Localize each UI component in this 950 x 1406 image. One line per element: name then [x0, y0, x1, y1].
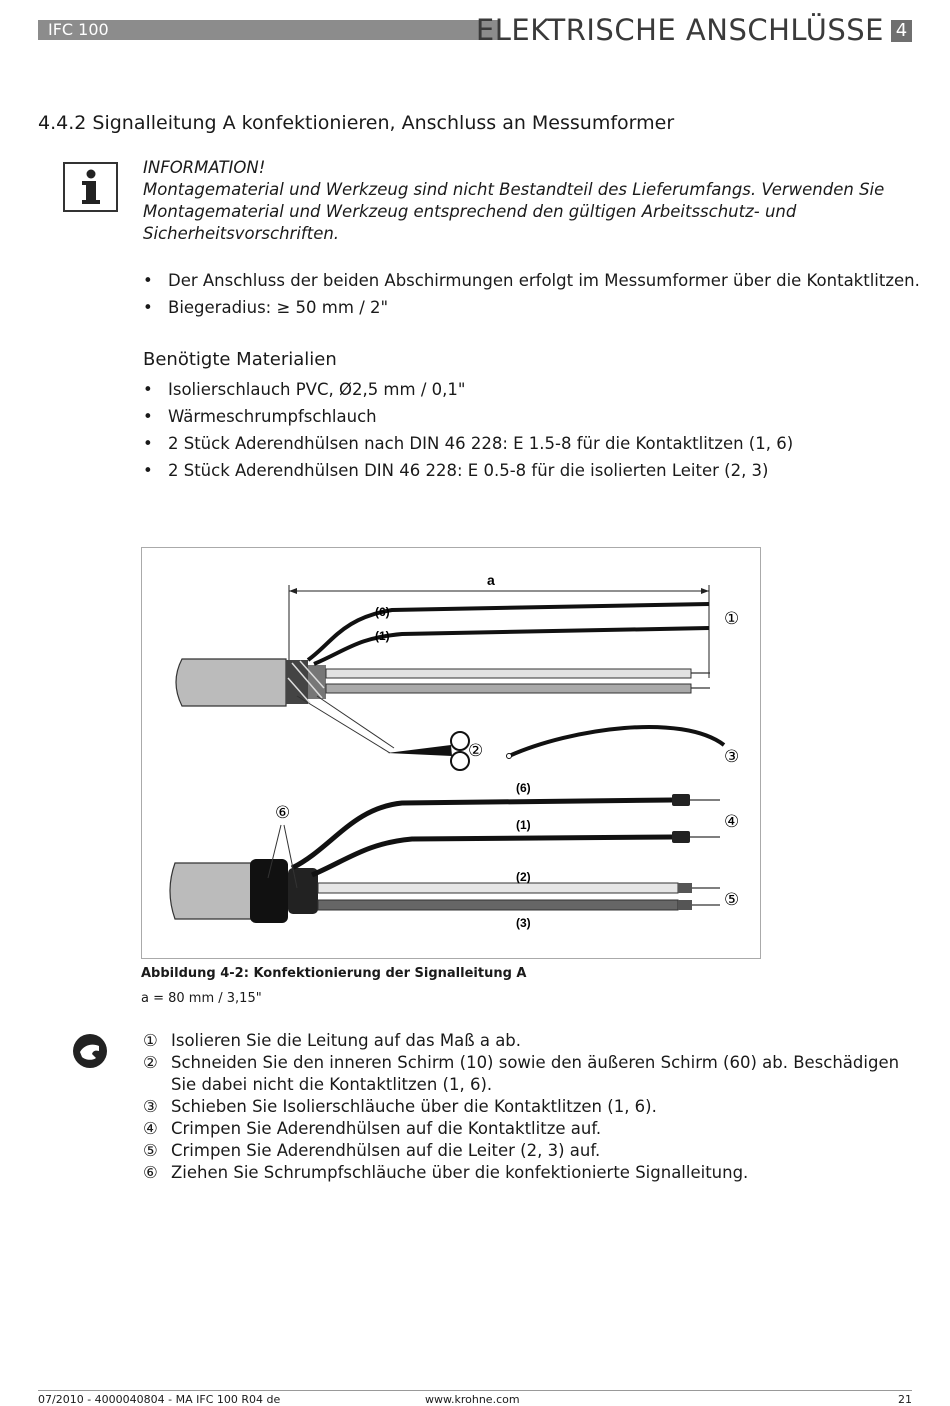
- scissors-icon: [387, 732, 469, 770]
- step-item: [143, 1096, 913, 1118]
- list-item: • 2 Stück Aderendhülsen DIN 46 228: E 0.5-8 für die isolierten Leiter (2, 3): [143, 461, 769, 480]
- svg-text:(2): (2): [516, 870, 531, 884]
- figure-note: a = 80 mm / 3,15": [141, 991, 262, 1006]
- marker-1: ①: [724, 609, 740, 628]
- cable-jacket: [176, 659, 286, 706]
- svg-text:(6): (6): [516, 781, 531, 795]
- marker-4: ④: [724, 812, 740, 831]
- step-number: ①: [143, 1031, 158, 1050]
- step-number: ③: [143, 1097, 158, 1116]
- list-item-text: Wärmeschrumpfschlauch: [168, 407, 377, 426]
- step-text: Schneiden Sie den inneren Schirm (10) sowie den äußeren Schirm (60) ab. Beschädigen Sie dabei nicht die Kontaktlitzen (1, 6).: [171, 1053, 900, 1094]
- svg-text:(1): (1): [375, 629, 390, 643]
- notes-list: [143, 267, 923, 321]
- step-text: Isolieren Sie die Leitung auf das Maß a ab.: [171, 1031, 522, 1050]
- chapter-title: ELEKTRISCHE ANSCHLÜSSE: [475, 13, 884, 47]
- dimension-label: a: [487, 572, 495, 588]
- step-item: [143, 1118, 913, 1140]
- materials-heading: Benötigte Materialien: [143, 349, 337, 370]
- shrink-tube-outer: [250, 859, 288, 923]
- svg-text:(1): (1): [516, 818, 531, 832]
- chapter-number: 4: [891, 20, 912, 42]
- step-item: [143, 1162, 913, 1184]
- list-item: • Isolierschlauch PVC, Ø2,5 mm / 0,1": [143, 380, 466, 399]
- marker-5: ⑤: [724, 890, 740, 909]
- list-item: • 2 Stück Aderendhülsen nach DIN 46 228: E 1.5-8 für die Kontaktlitzen (1, 6): [143, 434, 794, 453]
- svg-text:(3): (3): [516, 916, 531, 930]
- list-item-text: Isolierschlauch PVC, Ø2,5 mm / 0,1": [168, 380, 466, 399]
- wire-2: [326, 669, 691, 678]
- document-id: 07/2010 - 4000040804 - MA IFC 100 R04 de: [38, 1393, 281, 1406]
- step-text: Crimpen Sie Aderendhülsen auf die Kontaktlitze auf.: [171, 1119, 602, 1138]
- information-text: Montagematerial und Werkzeug sind nicht Bestandteil des Lieferumfangs. Verwenden Sie Montagematerial und Werkzeug entsprechend den gültigen Arbeitsschutz- und Sicherheitsvorschriften.: [143, 180, 885, 243]
- step-item: [143, 1140, 913, 1162]
- wire-1: [314, 628, 709, 664]
- step-list: [143, 1030, 913, 1184]
- action-hand-icon: [72, 1033, 108, 1069]
- website-link[interactable]: www.krohne.com: [425, 1393, 520, 1406]
- information-icon: [63, 162, 118, 212]
- step-text: Crimpen Sie Aderendhülsen auf die Leiter (2, 3) auf.: [171, 1141, 601, 1160]
- step-item: [143, 1030, 913, 1052]
- marker-2: ②: [468, 741, 484, 760]
- information-heading: INFORMATION!: [143, 158, 266, 177]
- ferrule: [672, 831, 690, 843]
- page-number: 21: [898, 1393, 912, 1406]
- step-number: ④: [143, 1119, 158, 1138]
- wire-3: [326, 684, 691, 693]
- step-number: ②: [143, 1053, 158, 1072]
- list-item: • Wärmeschrumpfschlauch: [143, 407, 377, 426]
- svg-text:(6): (6): [375, 605, 390, 619]
- product-name: IFC 100: [48, 20, 109, 39]
- information-note: [143, 157, 913, 245]
- footer-rule: [38, 1390, 912, 1391]
- step-text: Schieben Sie Isolierschläuche über die Kontaktlitzen (1, 6).: [171, 1097, 657, 1116]
- list-item-text: 2 Stück Aderendhülsen nach DIN 46 228: E 1.5-8 für die Kontaktlitzen (1, 6): [168, 434, 794, 453]
- list-item: • Der Anschluss der beiden Abschirmungen erfolgt im Messumformer über die Kontaktlitzen.: [143, 271, 920, 290]
- cable-jacket-prepared: [170, 863, 252, 919]
- cable-diagram: [141, 547, 761, 959]
- inner-shield: [308, 665, 326, 699]
- list-item-text: Biegeradius: ≥ 50 mm / 2": [168, 298, 389, 317]
- figure-caption: Abbildung 4-2: Konfektionierung der Signalleitung A: [141, 966, 527, 981]
- list-item-text: Der Anschluss der beiden Abschirmungen erfolgt im Messumformer über die Kontaktlitzen.: [168, 271, 920, 290]
- step-number: ⑤: [143, 1141, 158, 1160]
- materials-list: [143, 376, 923, 484]
- ferrule: [672, 794, 690, 806]
- step-text: Ziehen Sie Schrumpfschläuche über die konfektionierte Signalleitung.: [171, 1163, 749, 1182]
- list-item: • Biegeradius: ≥ 50 mm / 2": [143, 298, 389, 317]
- step-item: [143, 1052, 913, 1096]
- marker-6: ⑥: [275, 803, 291, 822]
- marker-3: ③: [724, 747, 740, 766]
- list-item-text: 2 Stück Aderendhülsen DIN 46 228: E 0.5-8 für die isolierten Leiter (2, 3): [168, 461, 769, 480]
- section-title: 4.4.2 Signalleitung A konfektionieren, Anschluss an Messumformer: [38, 112, 675, 134]
- step-number: ⑥: [143, 1163, 158, 1182]
- insulation-tube: [509, 727, 724, 756]
